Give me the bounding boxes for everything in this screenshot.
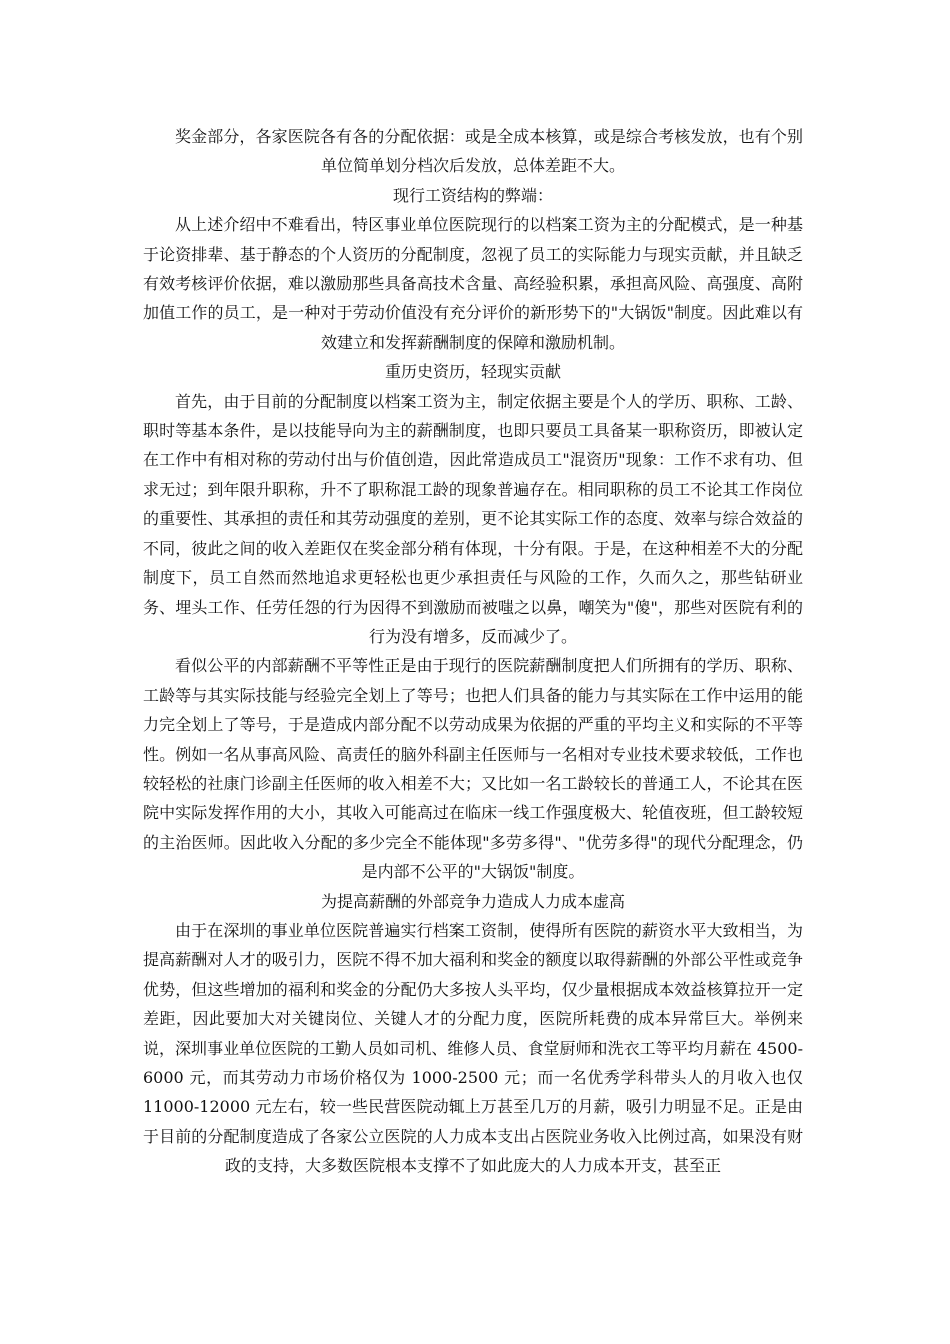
- paragraph-labor-cost: 由于在深圳的事业单位医院普遍实行档案工资制，使得所有医院的薪资水平大致相当，为提高薪酬对人才的吸引力，医院不得不加大福利和奖金的额度以取得薪酬的外部公平性或竞争优势，但这些增加的福利和奖金的分配仍大多按人头平均，仅少量根据成本效益核算拉开一定差距，因此要加大对关键岗位、关键人才的分配力度，医院所耗费的成本异常巨大。举例来说，深圳事业单位医院的工勤人员如司机、维修人员、食堂厨师和洗衣工等平均月薪在 4500-6000 元，而其劳动力市场价格仅为 1000-2500 元；而一名优秀学科带头人的月收入也仅 11000-12000 元左右，较一些民营医院动辄上万甚至几万的月薪，吸引力明显不足。正是由于目前的分配制度造成了各家公立医院的人力成本支出占医院业务收入比例过高，如果没有财政的支持，大多数医院根本支撑不了如此庞大的人力成本开支，甚至正: [143, 920, 803, 1176]
- section-heading-drawbacks: 现行工资结构的弊端：: [392, 185, 553, 205]
- paragraph-distribution-model: 从上述介绍中不难看出，特区事业单位医院现行的以档案工资为主的分配模式，是一种基于论资排辈、基于静态的个人资历的分配制度，忽视了员工的实际能力与现实贡献，并且缺乏有效考核评价依据，难以激励那些具备高技术含量、高经验积累，承担高风险、高强度、高附加值工作的员工，是一种对于劳动价值没有充分评价的新形势下的"大锅饭"制度。因此难以有效建立和发挥薪酬制度的保障和激励机制。: [143, 215, 803, 352]
- section-heading-seniority: 重历史资历，轻现实贡献: [384, 362, 561, 382]
- paragraph-seniority-effects: 首先，由于目前的分配制度以档案工资为主，制定依据主要是个人的学历、职称、工龄、职时等基本条件，是以技能导向为主的薪酬制度，也即只要员工具备某一职称资历，即被认定在工作中有相对称的劳动付出与价值创造，因此常造成员工"混资历"现象：工作不求有功、但求无过；到年限升职称，升不了职称混工龄的现象普遍存在。相同职称的员工不论其工作岗位的重要性、其承担的责任和其劳动强度的差别，更不论其实际工作的态度、效率与综合效益的不同，彼此之间的收入差距仅在奖金部分稍有体现，十分有限。于是，在这种相差不大的分配制度下，员工自然而然地追求更轻松也更少承担责任与风险的工作，久而久之，那些钻研业务、埋头工作、任劳任怨的行为因得不到激励而被嗤之以鼻，嘲笑为"傻"，那些对医院有利的行为没有增多，反而减少了。: [143, 391, 803, 646]
- paragraph-bonus-distribution: 奖金部分，各家医院各有各的分配依据：或是全成本核算，或是综合考核发放，也有个别单位简单划分档次后发放，总体差距不大。: [175, 127, 803, 176]
- section-heading-labor-cost: 为提高薪酬的外部竞争力造成人力成本虚高: [320, 891, 625, 911]
- paragraph-internal-inequality: 看似公平的内部薪酬不平等性正是由于现行的医院薪酬制度把人们所拥有的学历、职称、工龄等与其实际技能与经验完全划上了等号；也把人们具备的能力与其实际在工作中运用的能力完全划上了等号，于是造成内部分配不以劳动成果为依据的严重的平均主义和实际的不平等性。例如一名从事高风险、高责任的脑外科副主任医师与一名相对专业技术要求较低，工作也较轻松的社康门诊副主任医师的收入相差不大；又比如一名工龄较长的普通工人，不论其在医院中实际发挥作用的大小，其收入可能高过在临床一线工作强度极大、轮值夜班，但工龄较短的主治医师。因此收入分配的多少完全不能体现"多劳多得"、"优劳多得"的现代分配理念，仍是内部不公平的"大锅饭"制度。: [143, 656, 803, 882]
- document-page: [143, 122, 803, 1181]
